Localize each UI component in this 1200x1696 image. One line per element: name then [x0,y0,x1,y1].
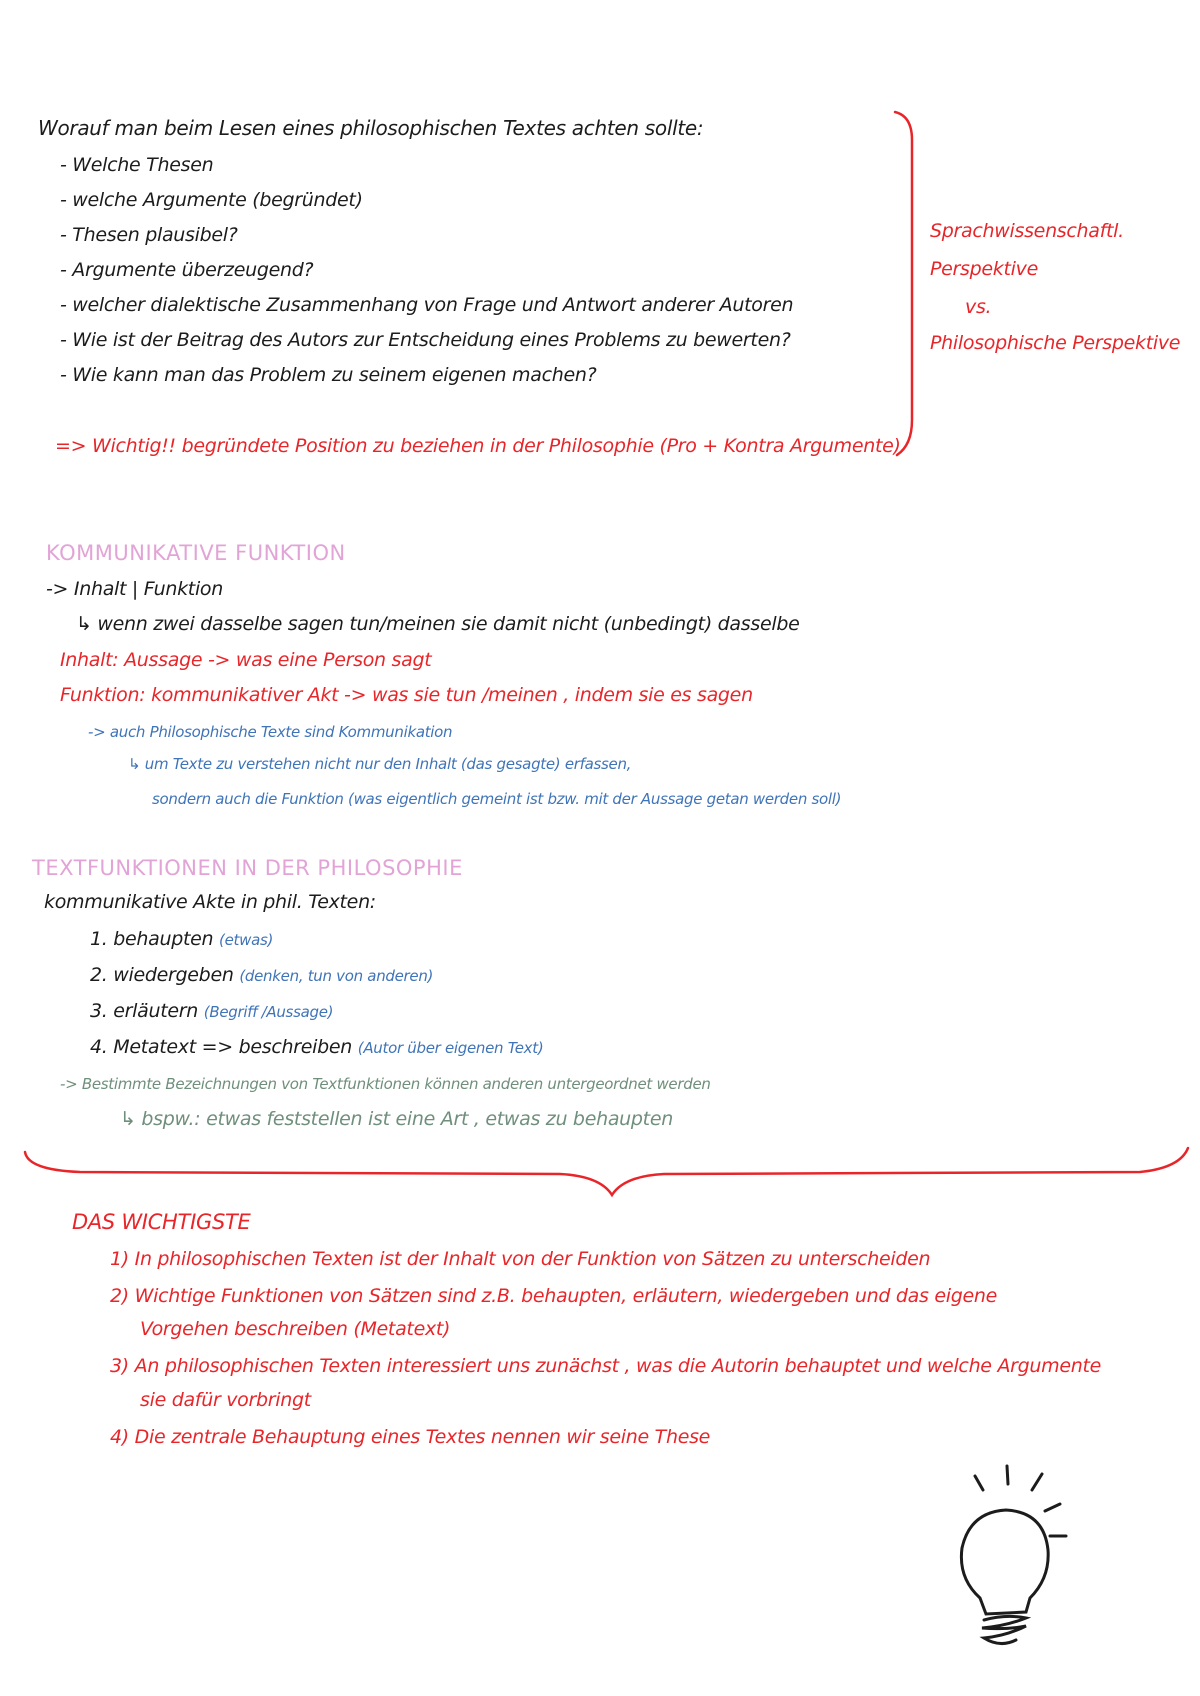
side-note-line: vs. [965,296,992,318]
section1-heading: Worauf man beim Lesen eines philosophischen Textes achten sollte: [38,116,704,140]
important-note: => Wichtig!! begründete Position zu beziehen in der Philosophie (Pro + Kontra Argumente) [55,435,901,457]
function-label: 4. Metatext => beschreiben [90,1036,353,1058]
side-note-line: Philosophische Perspektive [930,332,1181,354]
list-item: - Thesen plausibel? [60,224,238,246]
list-item [90,930,273,949]
key-point-continued: sie dafür vorbringt [140,1389,311,1411]
list-item: - Argumente überzeugend? [60,259,314,281]
explanation-line: ↳ wenn zwei dasselbe sagen tun/meinen sie damit nicht (unbedingt) dasselbe [76,613,800,635]
inhalt-funktion-line: -> Inhalt | Funktion [46,578,223,600]
list-item: - Wie kann man das Problem zu seinem eigenen machen? [60,364,597,386]
blue-note: -> auch Philosophische Texte sind Kommunikation [88,723,453,741]
key-point: 2) Wichtige Funktionen von Sätzen sind z.B. behaupten, erläutern, wiedergeben und das eigene [110,1285,997,1307]
section3-heading: TEXTFUNKTIONEN IN DER PHILOSOPHIE [32,856,463,880]
key-point-continued: Vorgehen beschreiben (Metatext) [140,1318,451,1340]
function-label: 3. erläutern [90,1000,199,1022]
curly-brace-icon [25,1148,1188,1195]
function-note: (etwas) [219,931,274,949]
function-note: (denken, tun von anderen) [239,967,434,985]
bracket-icon [895,112,912,455]
function-note: (Begriff /Aussage) [203,1003,334,1021]
list-item [90,966,433,985]
function-label: 1. behaupten [90,928,214,950]
list-item: - welche Argumente (begründet) [60,189,363,211]
section3-intro: kommunikative Akte in phil. Texten: [44,891,376,913]
green-note: ↳ bspw.: etwas feststellen ist eine Art , etwas zu behaupten [120,1108,673,1130]
list-item [90,1038,543,1057]
green-note: -> Bestimmte Bezeichnungen von Textfunktionen können anderen untergeordnet werden [60,1075,711,1093]
blue-note: ↳ um Texte zu verstehen nicht nur den Inhalt (das gesagte) erfassen, [128,755,632,773]
function-label: 2. wiedergeben [90,964,234,986]
inhalt-definition: Inhalt: Aussage -> was eine Person sagt [60,649,432,671]
blue-note: sondern auch die Funktion (was eigentlich gemeint ist bzw. mit der Aussage getan werden soll) [152,790,842,808]
section4-heading: DAS WICHTIGSTE [72,1210,251,1234]
side-note-line: Perspektive [930,258,1038,280]
function-note: (Autor über eigenen Text) [357,1039,544,1057]
list-item: - Wie ist der Beitrag des Autors zur Entscheidung eines Problems zu bewerten? [60,329,791,351]
key-point: 1) In philosophischen Texten ist der Inhalt von der Funktion von Sätzen zu unterscheiden [110,1248,931,1270]
funktion-definition: Funktion: kommunikativer Akt -> was sie tun /meinen , indem sie es sagen [60,684,753,706]
list-item: - Welche Thesen [60,154,214,176]
lightbulb-icon [961,1466,1066,1644]
list-item: - welcher dialektische Zusammenhang von Frage und Antwort anderer Autoren [60,294,794,316]
key-point: 3) An philosophischen Texten interessiert uns zunächst , was die Autorin behauptet und welche Argumente [110,1355,1102,1377]
list-item [90,1002,333,1021]
section2-heading: KOMMUNIKATIVE FUNKTION [46,541,346,565]
key-point: 4) Die zentrale Behauptung eines Textes nennen wir seine These [110,1426,711,1448]
side-note-line: Sprachwissenschaftl. [930,220,1124,242]
